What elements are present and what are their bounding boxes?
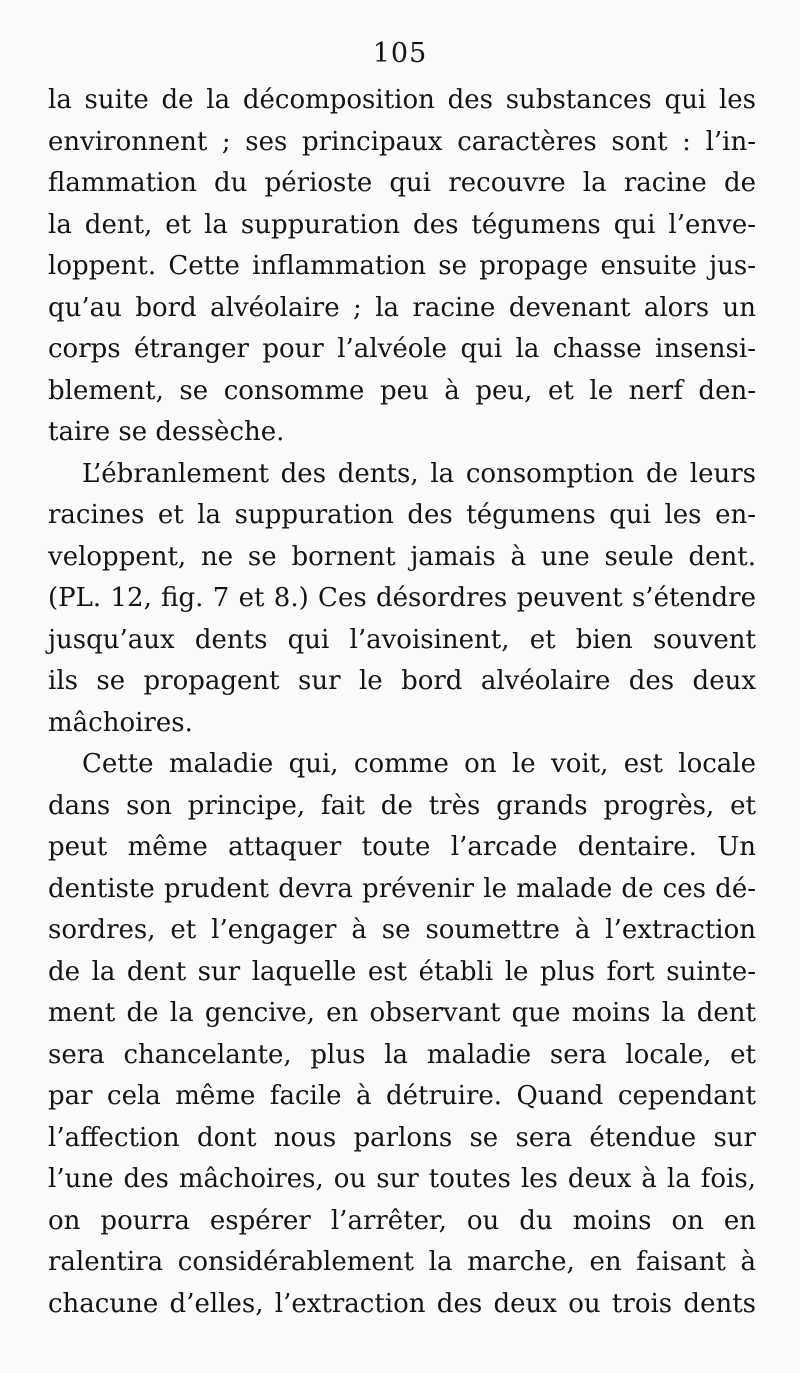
paragraph-1 — [48, 80, 756, 454]
text-line: chacune d’elles, l’extraction des deux ou trois dents — [48, 1288, 756, 1319]
paragraph-2 — [48, 454, 756, 745]
text-line: l’affection dont nous parlons se sera étendue sur — [48, 1122, 756, 1153]
text-line: l’une des mâchoires, ou sur toutes les deux à la fois, — [48, 1164, 756, 1194]
text-line: flammation du périoste qui recouvre la racine de — [48, 168, 756, 198]
paragraph-3 — [48, 744, 756, 1325]
text-line: dentiste prudent devra prévenir le malade de ces dé- — [48, 873, 756, 904]
text-line: (PL. 12, fig. 7 et 8.) Ces désordres peuvent s’étendre — [48, 583, 756, 613]
page-number: 105 — [372, 38, 428, 69]
text-line: de la dent sur laquelle est établi le plus fort suinte- — [48, 956, 756, 987]
text-line: blement, se consomme peu à peu, et le nerf den- — [48, 375, 756, 406]
text-line: mâchoires. — [48, 707, 193, 738]
text-line: jusqu’aux dents qui l’avoisinent, et bien souvent — [48, 624, 756, 655]
text-line: sera chancelante, plus la maladie sera locale, et — [48, 1039, 756, 1070]
text-line: la dent, et la suppuration des tégumens qui l’enve- — [48, 209, 756, 240]
text-line: ralentira considérablement la marche, en faisant à — [48, 1247, 756, 1277]
text-line: corps étranger pour l’alvéole qui la chasse insensi- — [48, 334, 756, 364]
text-line: ils se propagent sur le bord alvéolaire des deux — [48, 666, 756, 696]
text-line: loppent. Cette inflammation se propage ensuite jus- — [48, 251, 756, 281]
text-line: taire se dessèche. — [48, 417, 285, 447]
text-line: ment de la gencive, en observant que moins la dent — [48, 998, 756, 1028]
text-line: par cela même facile à détruire. Quand cependant — [48, 1081, 756, 1111]
text-line: dans son principe, fait de très grands progrès, et — [48, 790, 756, 821]
text-line: veloppent, ne se bornent jamais à une seule dent. — [48, 541, 756, 572]
text-line: environnent ; ses principaux caractères sont : l’in- — [48, 126, 756, 157]
body-text — [48, 80, 756, 1325]
text-line: racines et la suppuration des tégumens qui les en- — [48, 500, 756, 530]
text-line: on pourra espérer l’arrêter, ou du moins on en — [48, 1205, 756, 1236]
text-line: sordres, et l’engager à se soumettre à l’extraction — [48, 915, 756, 945]
text-line: peut même attaquer toute l’arcade dentaire. Un — [48, 832, 756, 862]
text-line: qu’au bord alvéolaire ; la racine devenant alors un — [48, 292, 756, 323]
text-line: la suite de la décomposition des substances qui les — [48, 85, 756, 115]
text-line: L’ébranlement des dents, la consomption de leurs — [82, 458, 756, 489]
text-line: Cette maladie qui, comme on le voit, est locale — [82, 749, 756, 779]
